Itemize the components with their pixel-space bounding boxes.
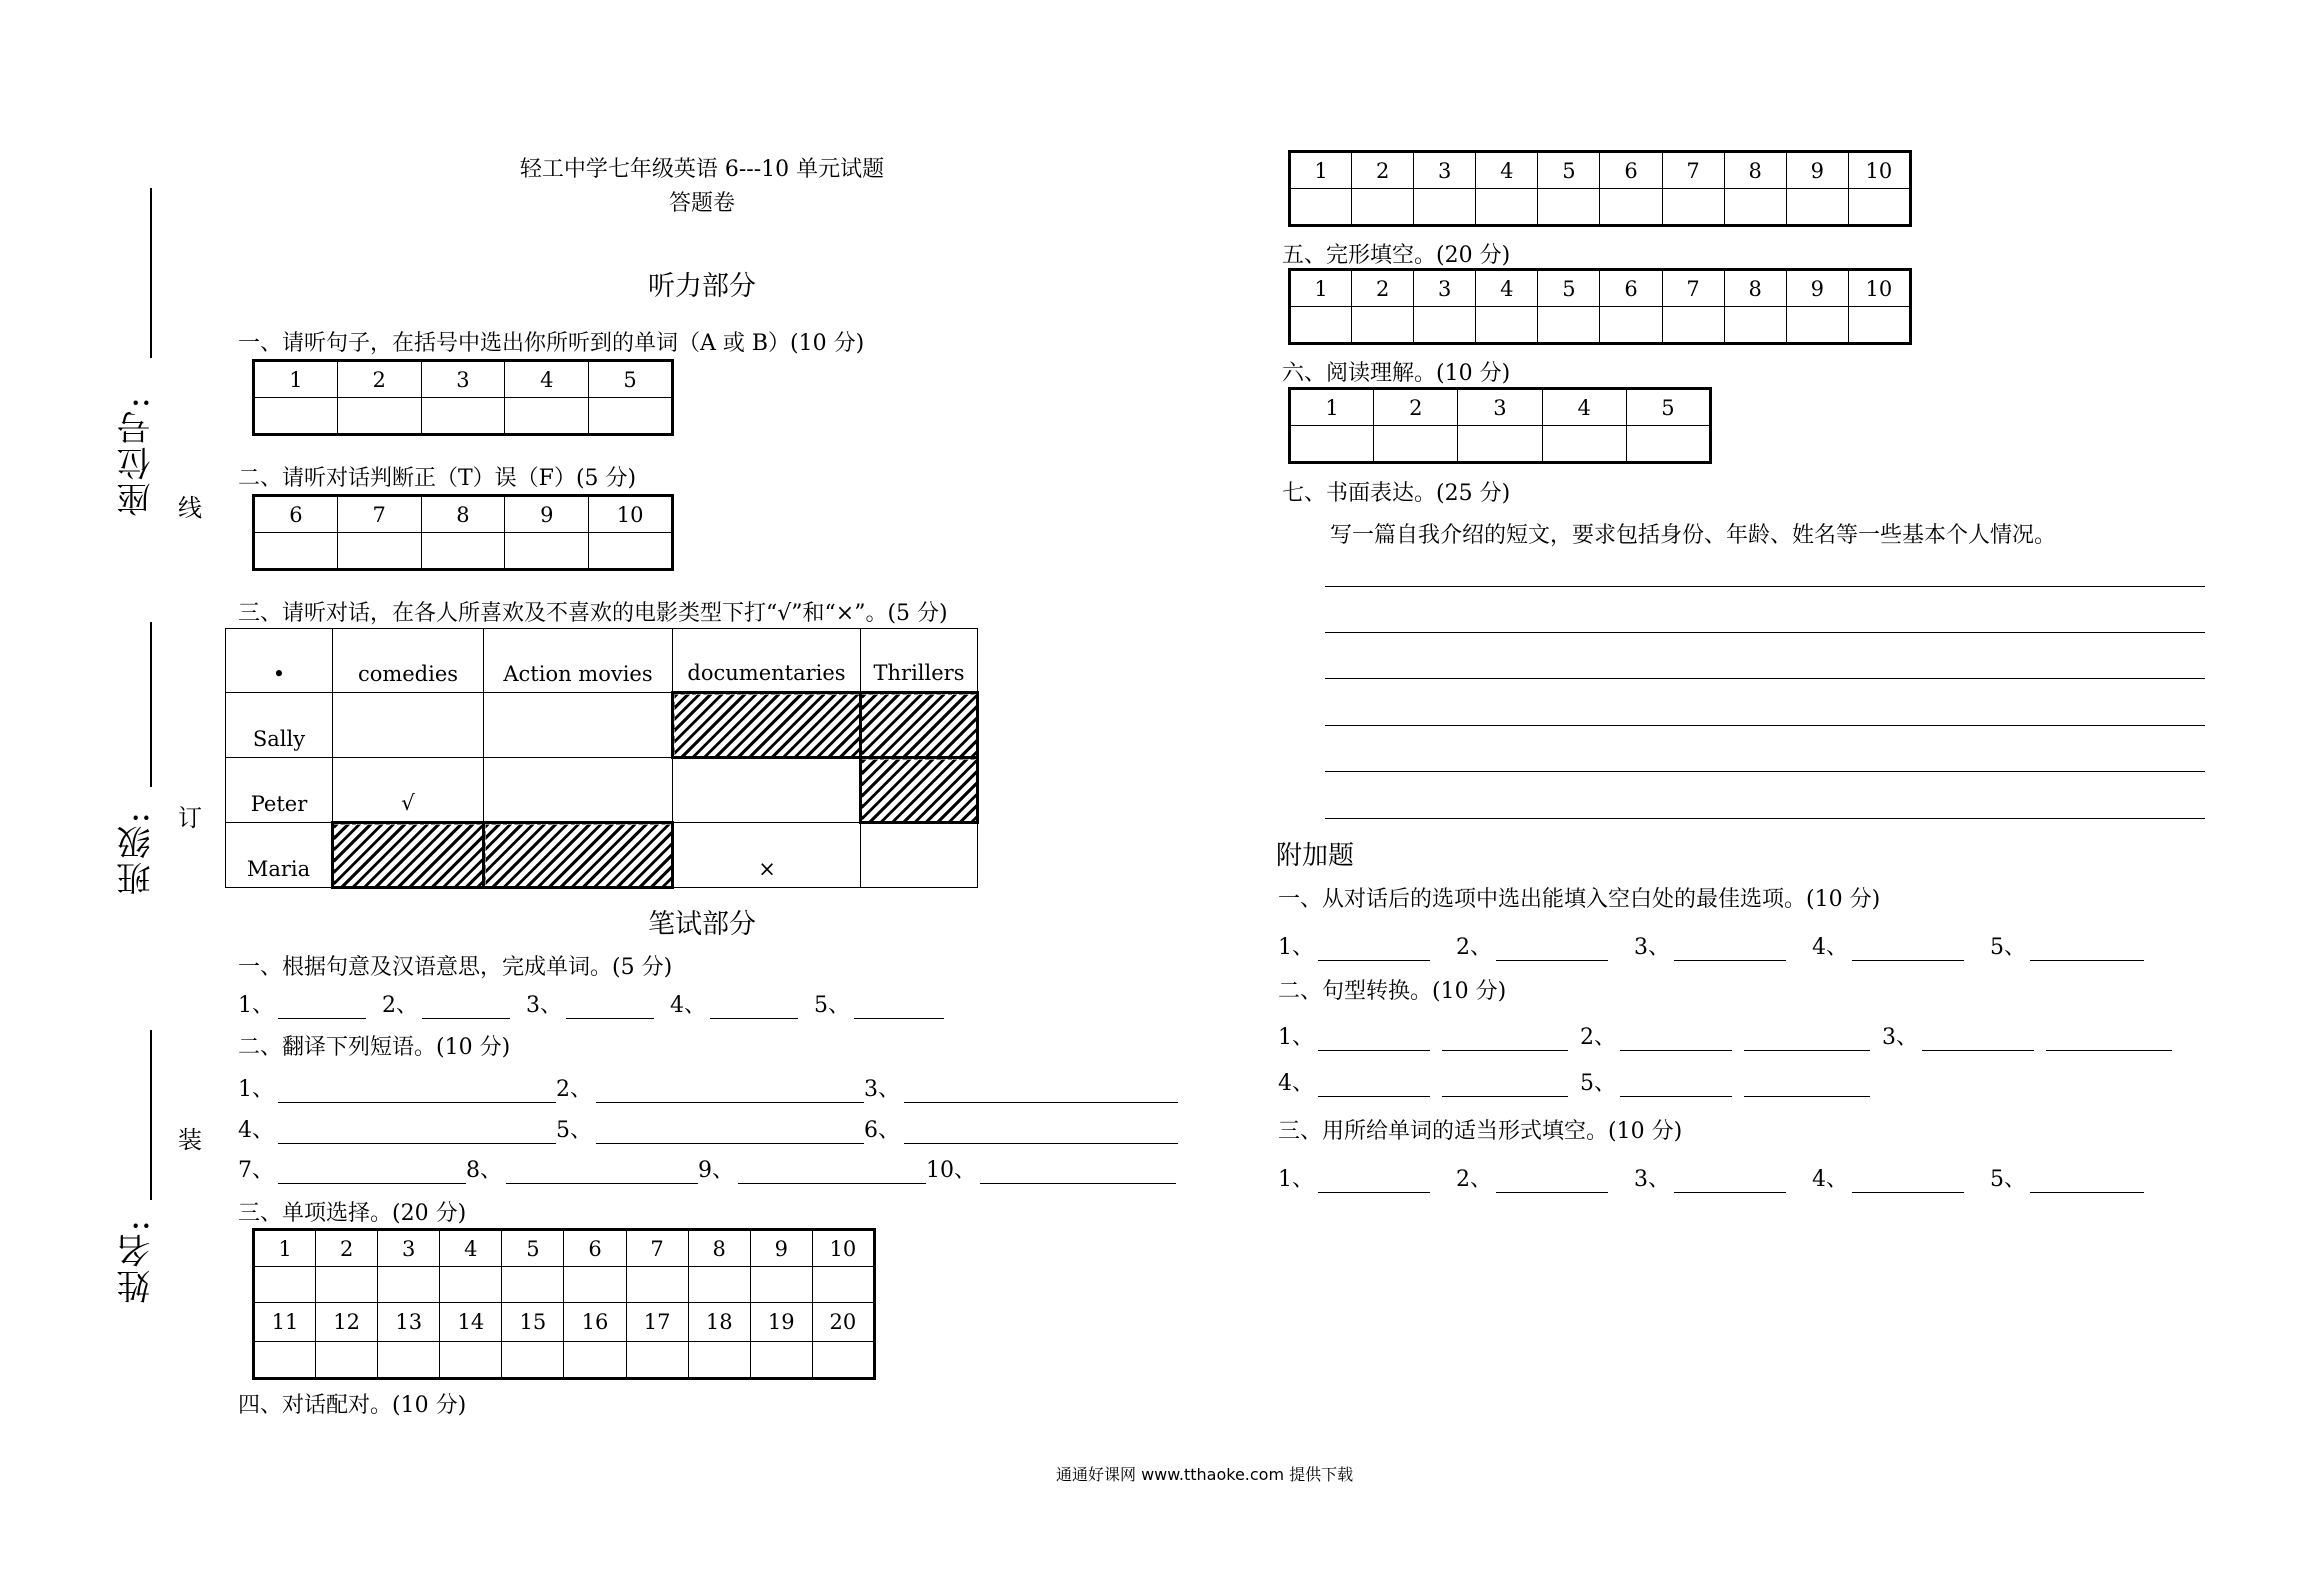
answer-blank[interactable] <box>596 1082 864 1103</box>
item-number: 3、 <box>864 1077 900 1102</box>
answer-cell[interactable] <box>421 398 505 435</box>
writing-line[interactable] <box>1325 818 2205 819</box>
cloze-grid <box>1288 268 1912 345</box>
row-name: Maria <box>226 823 333 888</box>
grid-number: 2 <box>1374 389 1458 426</box>
line-mark: 线 <box>178 494 202 522</box>
grid-number: 4 <box>1476 152 1538 189</box>
answer-cell[interactable] <box>440 1267 502 1303</box>
grid-number: 10 <box>812 1230 874 1267</box>
answer-cell[interactable] <box>1352 307 1414 344</box>
grid-number: 4 <box>1476 270 1538 307</box>
grid-number: 8 <box>688 1230 750 1267</box>
written-q1-label: 一、根据句意及汉语意思，完成单词。(5 分) <box>238 955 673 980</box>
grid-number: 9 <box>505 496 589 533</box>
answer-cell[interactable] <box>1374 426 1458 463</box>
column-header: Thrillers <box>861 629 978 693</box>
writing-line[interactable] <box>1325 725 2205 726</box>
answer-blank[interactable] <box>904 1082 1178 1103</box>
answer-blank[interactable] <box>1318 1172 1430 1193</box>
item-number: 3、 <box>1634 1167 1670 1192</box>
grid-number: 1 <box>1290 389 1374 426</box>
answer-blank[interactable] <box>1496 940 1608 961</box>
item-number: 1、 <box>1278 1025 1314 1050</box>
answer-blank[interactable] <box>422 998 510 1019</box>
answer-cell[interactable] <box>1290 189 1352 226</box>
extra-q2-label: 二、句型转换。(10 分) <box>1278 979 1507 1004</box>
answer-cell[interactable] <box>1290 307 1352 344</box>
answer-cell[interactable] <box>316 1267 378 1303</box>
answer-blank[interactable] <box>1922 1030 2034 1051</box>
answer-blank[interactable] <box>278 1082 556 1103</box>
grid-number: 5 <box>1626 389 1710 426</box>
order-mark: 订 <box>178 804 202 832</box>
grid-number: 17 <box>626 1303 688 1342</box>
item-number: 3、 <box>1882 1025 1918 1050</box>
grid-number: 2 <box>1352 152 1414 189</box>
extra-q1-answers <box>1278 930 2144 961</box>
written-q2-row2 <box>238 1113 1178 1144</box>
written-q7-label: 七、书面表达。(25 分) <box>1282 481 1511 506</box>
binding-line-mid <box>150 622 152 787</box>
pref-cell[interactable] <box>333 693 484 758</box>
pref-cell[interactable] <box>484 758 673 823</box>
grid-number: 4 <box>505 361 589 398</box>
grid-number: 6 <box>1600 270 1662 307</box>
grid-number: 3 <box>1414 270 1476 307</box>
item-number: 5、 <box>814 993 850 1018</box>
grid-number: 11 <box>254 1303 316 1342</box>
answer-blank[interactable] <box>278 1163 466 1184</box>
item-number: 4、 <box>670 993 706 1018</box>
answer-blank[interactable] <box>2030 1172 2144 1193</box>
answer-cell[interactable] <box>502 1267 564 1303</box>
answer-cell[interactable] <box>421 533 505 570</box>
answer-cell[interactable] <box>1600 189 1662 226</box>
binding-line-top <box>150 188 152 358</box>
written-q6-label: 六、阅读理解。(10 分) <box>1282 361 1511 386</box>
pref-cell[interactable]: √ <box>333 758 484 823</box>
pref-cell[interactable] <box>484 693 673 758</box>
writing-line[interactable] <box>1325 632 2205 633</box>
answer-blank[interactable] <box>566 998 654 1019</box>
grid-number: 14 <box>440 1303 502 1342</box>
answer-cell[interactable] <box>440 1342 502 1379</box>
grid-number: 13 <box>378 1303 440 1342</box>
written-q3-label: 三、单项选择。(20 分) <box>238 1201 467 1226</box>
listening-heading: 听力部分 <box>648 271 756 302</box>
grid-number: 7 <box>1662 270 1724 307</box>
item-number: 2、 <box>1456 935 1492 960</box>
item-number: 10、 <box>926 1158 976 1183</box>
class-label: 班级: <box>117 810 157 896</box>
grid-number: 19 <box>750 1303 812 1342</box>
exam-subtitle: 答题卷 <box>668 191 735 216</box>
item-number: 3、 <box>526 993 562 1018</box>
grid-number: 16 <box>564 1303 626 1342</box>
answer-cell[interactable] <box>1414 307 1476 344</box>
answer-blank[interactable] <box>1852 940 1964 961</box>
listening-q1-label: 一、请听句子，在括号中选出你所听到的单词（A 或 B）(10 分) <box>238 331 865 356</box>
answer-blank[interactable] <box>1442 1030 1568 1051</box>
item-number: 1、 <box>238 1077 274 1102</box>
hatched-cell <box>333 823 484 888</box>
answer-cell[interactable] <box>1848 189 1910 226</box>
answer-blank[interactable] <box>1744 1076 1870 1097</box>
item-number: 4、 <box>1812 1167 1848 1192</box>
grid-number: 6 <box>1600 152 1662 189</box>
grid-number: 18 <box>688 1303 750 1342</box>
answer-cell[interactable] <box>1476 307 1538 344</box>
answer-cell[interactable] <box>1414 189 1476 226</box>
grid-number: 1 <box>1290 270 1352 307</box>
answer-cell[interactable] <box>316 1342 378 1379</box>
answer-cell[interactable] <box>1662 189 1724 226</box>
answer-cell[interactable] <box>1724 189 1786 226</box>
answer-cell[interactable] <box>1458 426 1542 463</box>
answer-cell[interactable] <box>1542 426 1626 463</box>
item-number: 3、 <box>1634 935 1670 960</box>
answer-cell[interactable] <box>254 398 338 435</box>
grid-number: 10 <box>589 496 673 533</box>
item-number: 4、 <box>1812 935 1848 960</box>
listening-q3-label: 三、请听对话，在各人所喜欢及不喜欢的电影类型下打“√”和“×”。(5 分) <box>238 601 948 626</box>
answer-cell[interactable] <box>1290 426 1374 463</box>
answer-blank[interactable] <box>1674 1172 1786 1193</box>
answer-blank[interactable] <box>1620 1030 1732 1051</box>
item-number: 8、 <box>466 1158 502 1183</box>
answer-cell[interactable] <box>1786 307 1848 344</box>
answer-blank[interactable] <box>1496 1172 1608 1193</box>
answer-cell[interactable] <box>1538 189 1600 226</box>
name-label: 姓名: <box>117 1218 157 1304</box>
answer-cell[interactable] <box>626 1342 688 1379</box>
item-number: 1、 <box>1278 935 1314 960</box>
hatched-cell <box>861 758 978 823</box>
written-q4-label: 四、对话配对。(10 分) <box>238 1393 467 1418</box>
grid-number: 7 <box>626 1230 688 1267</box>
answer-cell[interactable] <box>750 1342 812 1379</box>
answer-cell[interactable] <box>1352 189 1414 226</box>
answer-blank[interactable] <box>596 1123 864 1144</box>
hatched-cell <box>484 823 673 888</box>
extra-q2-row1 <box>1278 1020 2172 1051</box>
answer-blank[interactable] <box>710 998 798 1019</box>
answer-cell[interactable] <box>564 1342 626 1379</box>
answer-cell[interactable] <box>505 533 589 570</box>
answer-blank[interactable] <box>278 998 366 1019</box>
item-number: 2、 <box>382 993 418 1018</box>
grid-number: 3 <box>421 361 505 398</box>
item-number: 6、 <box>864 1118 900 1143</box>
written-q2-label: 二、翻译下列短语。(10 分) <box>238 1035 511 1060</box>
grid-number: 2 <box>316 1230 378 1267</box>
grid-number: 8 <box>421 496 505 533</box>
answer-cell[interactable] <box>750 1267 812 1303</box>
grid-number: 1 <box>254 1230 316 1267</box>
row-name: Sally <box>226 693 333 758</box>
answer-cell[interactable] <box>505 398 589 435</box>
written-q5-label: 五、完形填空。(20 分) <box>1282 243 1511 268</box>
extra-q2-row2 <box>1278 1066 1870 1097</box>
item-number: 2、 <box>1580 1025 1616 1050</box>
grid-number: 20 <box>812 1303 874 1342</box>
item-number: 9、 <box>698 1158 734 1183</box>
written-heading: 笔试部分 <box>648 909 756 940</box>
grid-number: 6 <box>254 496 338 533</box>
item-number: 5、 <box>556 1118 592 1143</box>
answer-cell[interactable] <box>688 1342 750 1379</box>
reading-grid <box>1288 387 1712 464</box>
pref-cell[interactable]: × <box>673 823 861 888</box>
written-q1-answers <box>238 988 944 1019</box>
answer-cell[interactable] <box>1662 307 1724 344</box>
answer-cell[interactable] <box>589 398 673 435</box>
answer-cell[interactable] <box>1786 189 1848 226</box>
grid-number: 15 <box>502 1303 564 1342</box>
exam-title: 轻工中学七年级英语 6---10 单元试题 <box>519 157 885 182</box>
grid-number: 3 <box>378 1230 440 1267</box>
pref-cell[interactable] <box>861 823 978 888</box>
grid-number: 4 <box>1542 389 1626 426</box>
listening-q2-grid <box>252 494 674 571</box>
grid-number: 7 <box>337 496 421 533</box>
grid-number: 4 <box>440 1230 502 1267</box>
corner-cell: • <box>226 629 333 693</box>
multiple-choice-grid <box>252 1228 876 1380</box>
answer-blank[interactable] <box>1318 1030 1430 1051</box>
extra-heading: 附加题 <box>1276 841 1355 871</box>
answer-cell[interactable] <box>378 1267 440 1303</box>
answer-cell[interactable] <box>337 398 421 435</box>
answer-blank[interactable] <box>2030 940 2144 961</box>
item-number: 5、 <box>1990 935 2026 960</box>
answer-cell[interactable] <box>378 1342 440 1379</box>
grid-number: 10 <box>1848 152 1910 189</box>
grid-number: 5 <box>1538 270 1600 307</box>
answer-blank[interactable] <box>1318 940 1430 961</box>
written-q2-row3 <box>238 1153 1176 1184</box>
grid-number: 1 <box>254 361 338 398</box>
grid-number: 2 <box>1352 270 1414 307</box>
answer-cell[interactable] <box>337 533 421 570</box>
item-number: 7、 <box>238 1158 274 1183</box>
listening-q1-grid <box>252 359 674 436</box>
answer-cell[interactable] <box>589 533 673 570</box>
grid-number: 5 <box>589 361 673 398</box>
listening-q2-label: 二、请听对话判断正（T）误（F）(5 分) <box>238 466 637 491</box>
item-number: 5、 <box>1580 1071 1616 1096</box>
binding-line-bottom <box>150 1030 152 1200</box>
footer-credit: 通通好课网 www.tthaoke.com 提供下载 <box>1056 1465 1354 1484</box>
seat-label: 座位号: <box>117 395 157 517</box>
extra-q3-label: 三、用所给单词的适当形式填空。(10 分) <box>1278 1119 1683 1144</box>
grid-number: 3 <box>1458 389 1542 426</box>
grid-number: 9 <box>750 1230 812 1267</box>
answer-blank[interactable] <box>1318 1076 1430 1097</box>
hatched-cell <box>861 693 978 758</box>
grid-number: 9 <box>1786 270 1848 307</box>
answer-cell[interactable] <box>1724 307 1786 344</box>
dialogue-matching-grid <box>1288 150 1912 227</box>
bind-mark: 装 <box>178 1126 202 1154</box>
item-number: 4、 <box>238 1118 274 1143</box>
grid-number: 10 <box>1848 270 1910 307</box>
grid-number: 1 <box>1290 152 1352 189</box>
writing-line[interactable] <box>1325 678 2205 679</box>
answer-cell[interactable] <box>1600 307 1662 344</box>
grid-number: 5 <box>1538 152 1600 189</box>
answer-cell[interactable] <box>564 1267 626 1303</box>
column-header: documentaries <box>673 629 861 693</box>
answer-cell[interactable] <box>626 1267 688 1303</box>
answer-blank[interactable] <box>980 1163 1176 1184</box>
answer-blank[interactable] <box>1744 1030 1870 1051</box>
answer-blank[interactable] <box>278 1123 556 1144</box>
grid-number: 6 <box>564 1230 626 1267</box>
writing-prompt: 写一篇自我介绍的短文，要求包括身份、年龄、姓名等一些基本个人情况。 <box>1330 523 2057 548</box>
answer-blank[interactable] <box>2046 1030 2172 1051</box>
item-number: 4、 <box>1278 1071 1314 1096</box>
answer-cell[interactable] <box>1538 307 1600 344</box>
grid-number: 9 <box>1786 152 1848 189</box>
grid-number: 5 <box>502 1230 564 1267</box>
grid-number: 8 <box>1724 152 1786 189</box>
answer-blank[interactable] <box>1674 940 1786 961</box>
answer-cell[interactable] <box>254 1342 316 1379</box>
answer-cell[interactable] <box>1848 307 1910 344</box>
pref-cell[interactable] <box>673 758 861 823</box>
answer-cell[interactable] <box>688 1267 750 1303</box>
movie-preference-table <box>225 628 979 889</box>
answer-blank[interactable] <box>854 998 944 1019</box>
answer-cell[interactable] <box>254 533 338 570</box>
answer-cell[interactable] <box>1626 426 1710 463</box>
item-number: 1、 <box>1278 1167 1314 1192</box>
column-header: Action movies <box>484 629 673 693</box>
extra-q3-answers <box>1278 1162 2144 1193</box>
extra-q1-label: 一、从对话后的选项中选出能填入空白处的最佳选项。(10 分) <box>1278 887 1881 912</box>
answer-cell[interactable] <box>812 1342 874 1379</box>
answer-blank[interactable] <box>738 1163 926 1184</box>
answer-blank[interactable] <box>506 1163 698 1184</box>
grid-number: 7 <box>1662 152 1724 189</box>
item-number: 1、 <box>238 993 274 1018</box>
grid-number: 12 <box>316 1303 378 1342</box>
answer-cell[interactable] <box>502 1342 564 1379</box>
answer-cell[interactable] <box>254 1267 316 1303</box>
grid-number: 3 <box>1414 152 1476 189</box>
answer-blank[interactable] <box>1620 1076 1732 1097</box>
answer-blank[interactable] <box>904 1123 1178 1144</box>
answer-blank[interactable] <box>1852 1172 1964 1193</box>
item-number: 2、 <box>556 1077 592 1102</box>
column-header: comedies <box>333 629 484 693</box>
item-number: 5、 <box>1990 1167 2026 1192</box>
writing-line[interactable] <box>1325 586 2205 587</box>
grid-number: 2 <box>337 361 421 398</box>
item-number: 2、 <box>1456 1167 1492 1192</box>
answer-cell[interactable] <box>812 1267 874 1303</box>
row-name: Peter <box>226 758 333 823</box>
answer-cell[interactable] <box>1476 189 1538 226</box>
answer-blank[interactable] <box>1442 1076 1568 1097</box>
writing-line[interactable] <box>1325 771 2205 772</box>
grid-number: 8 <box>1724 270 1786 307</box>
written-q2-row1 <box>238 1072 1178 1103</box>
hatched-cell <box>673 693 861 758</box>
